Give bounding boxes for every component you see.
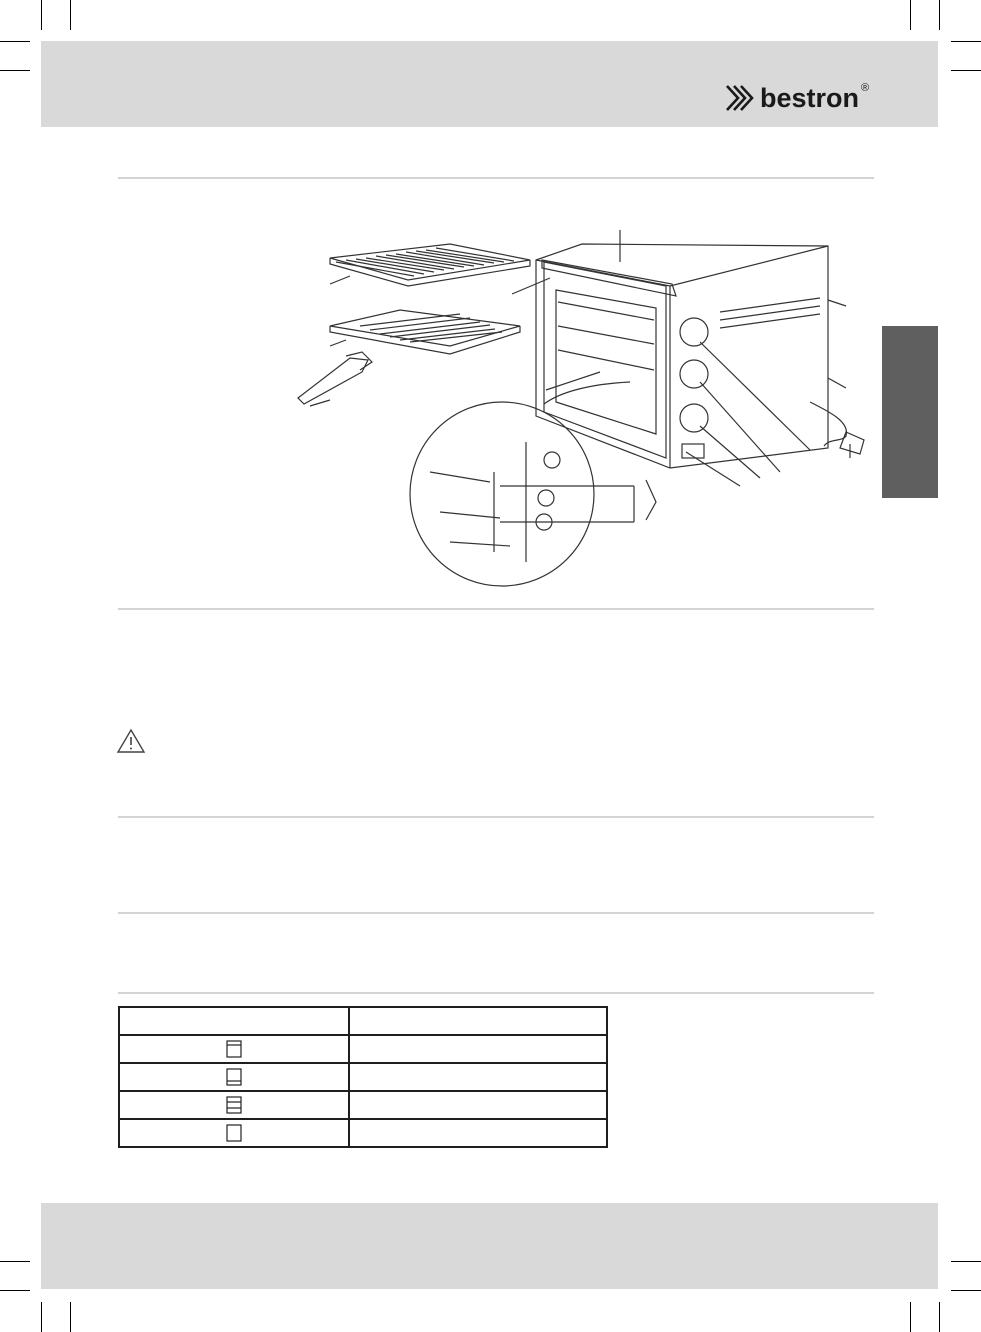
registered-mark: ® — [861, 82, 870, 94]
baking-tray-illustration — [330, 310, 520, 354]
section-divider — [118, 816, 874, 818]
tray-handle-illustration — [298, 352, 372, 404]
section-divider — [118, 912, 874, 914]
warning-icon — [116, 728, 146, 754]
section-divider — [118, 177, 874, 179]
detail-inset-illustration — [410, 382, 656, 586]
table-cell — [349, 1119, 607, 1147]
section-divider — [118, 608, 874, 610]
oven-body-illustration — [536, 244, 864, 468]
brand-name: bestron — [760, 82, 860, 113]
table-row — [119, 1063, 607, 1091]
wire-rack-illustration — [330, 244, 530, 286]
table-cell — [349, 1091, 607, 1119]
rack-top-icon — [226, 1040, 242, 1058]
rack-empty-icon — [226, 1124, 242, 1142]
brand-logo — [726, 80, 869, 116]
table-row — [119, 1091, 607, 1119]
rack-top-bottom-icon — [226, 1096, 242, 1114]
table-header-cell — [119, 1007, 349, 1035]
table-row — [119, 1119, 607, 1147]
table-header-cell — [349, 1007, 607, 1035]
section-divider — [118, 992, 874, 994]
table-row — [119, 1035, 607, 1063]
language-tab — [882, 326, 938, 498]
table-cell — [349, 1063, 607, 1091]
footer-band — [41, 1203, 938, 1289]
chevrons-icon — [726, 84, 756, 112]
shelf-position-table — [118, 1006, 608, 1148]
oven-diagram — [290, 222, 880, 590]
table-cell — [349, 1035, 607, 1063]
rack-bottom-icon — [226, 1068, 242, 1086]
table-header-row — [119, 1007, 607, 1035]
